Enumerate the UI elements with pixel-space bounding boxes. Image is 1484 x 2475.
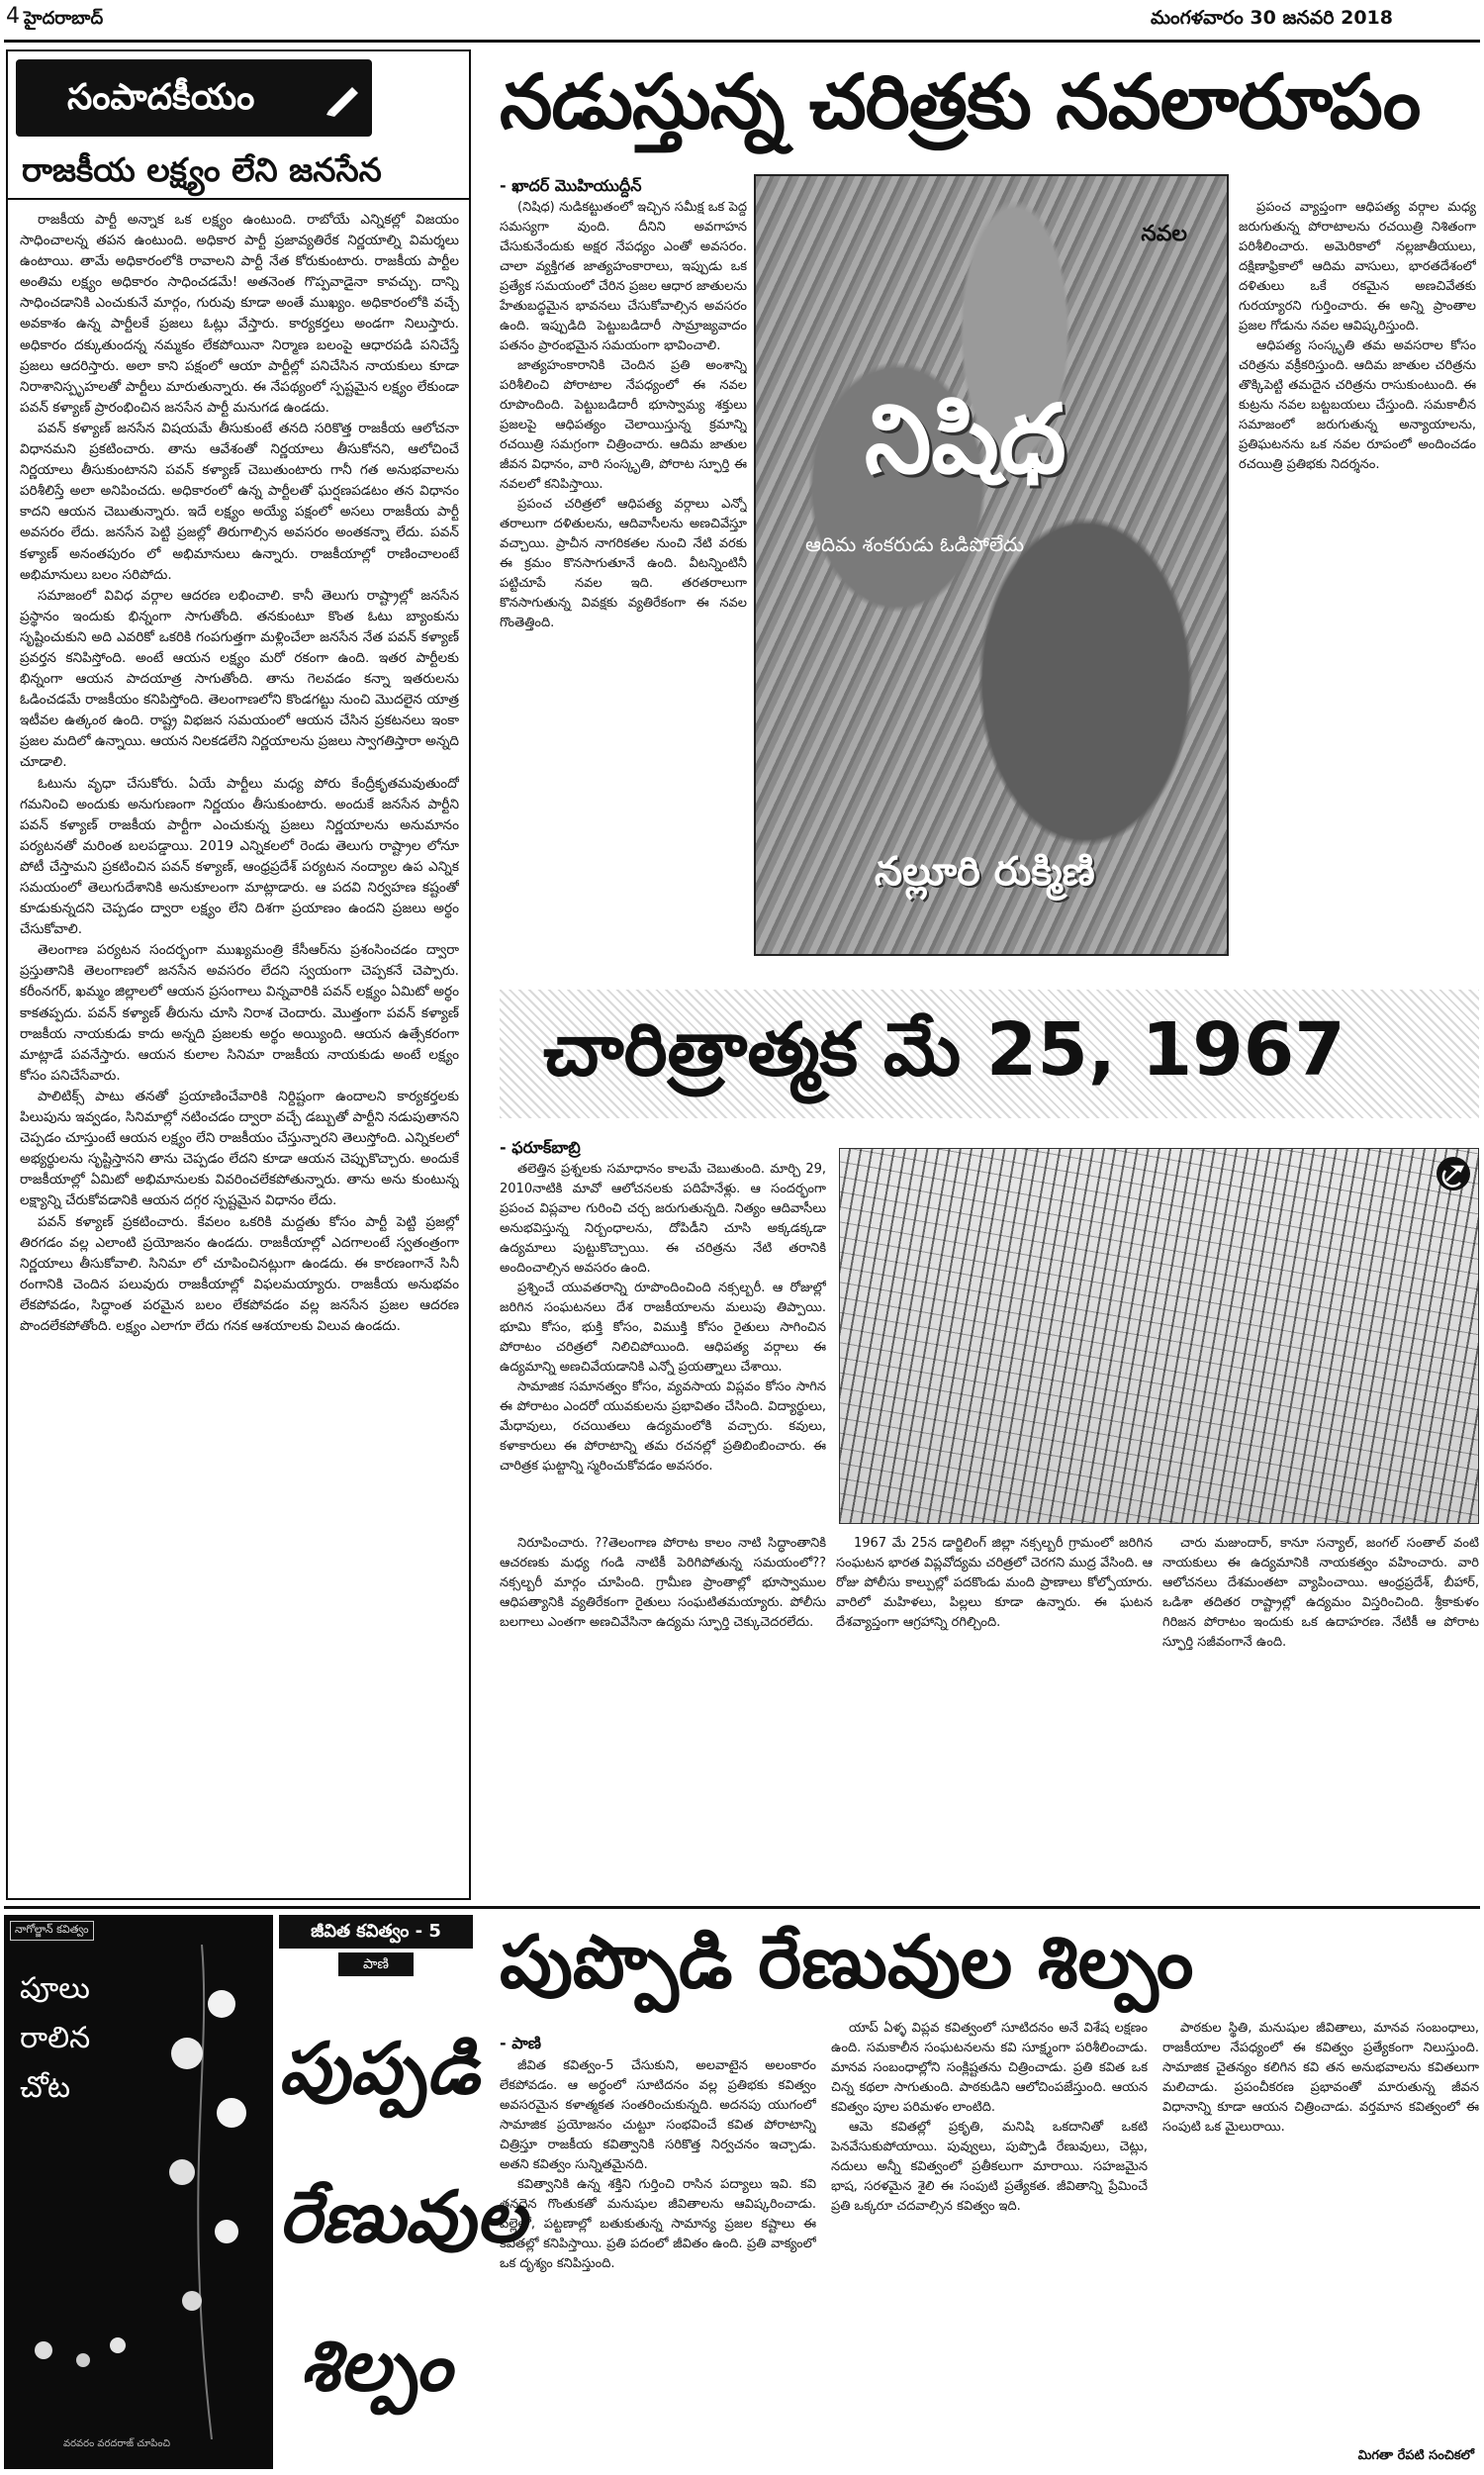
article2-paragraph: 1967 మే 25న డార్జిలింగ్ జిల్లా నక్సల్బరీ గ్రామంలో జరిగిన సంఘటన భారత విప్లవోద్యమ చరిత్రలో చెరగని ముద్ర వేసింది. ఆ రోజు పోలీసు కాల్పుల్లో పదకొండు మంది ప్రాణాలు కోల్పోయారు. వారిలో మహిళలు, పిల్లలు కూడా ఉన్నారు. ఈ ఘటన దేశవ్యాప్తంగా ఆగ్రహాన్ని రగిల్చింది. (836, 1536, 1153, 1630)
article1-body-left (500, 198, 747, 970)
article3-paragraph: కవిత్వానికి ఉన్న శక్తిని గుర్తించి రాసిన పద్యాలు ఇవి. కవి తనదైన గొంతుకతో మనుషుల జీవితాలను ఆవిష్కరించాడు. పల్లెల్లో, పట్టణాల్లో బతుకుతున్న సామాన్య ప్రజల కష్టాలు ఈ కవితల్లో కనిపిస్తాయి. ప్రతి పదంలో జీవితం ఉంది. ప్రతి వాక్యంలో ఒక దృశ్యం కనిపిస్తుంది. (500, 2177, 816, 2271)
article2-body-c3 (1162, 1534, 1479, 1880)
poetry-book-cover (4, 1915, 273, 2469)
editorial-paragraph: పాలిటిక్స్ పాటు తనతో ప్రయాణించేవారికి నిర్దిష్టంగా ఉందాలని కార్యకర్తలకు పిలుపును ఇవ్వడం, సినిమాల్లో నటించడం ద్వారా వచ్చే డబ్బుతో పార్టీని నడుపుతానని చెప్పడం చూస్తుంటే ఆయన లక్ష్యం లేని రాజకీయం చేస్తున్నారని తెలుస్తోంది. ఎన్నికలలో అభ్యర్థులను సృష్టిస్తానని తాను చెప్పడం లేదని కూడా ఆయన చెప్పుకొచ్చారు. అందుకే రాజకీయాల్లో ఏమిటో అభిమానులకు వివరించలేకపోతున్నారు. తాను అను కుంటున్న లక్ష్యాన్ని చేరుకోవడానికి ఆయన దగ్గర స్పష్టమైన విధానం లేదు. (20, 1088, 459, 1209)
editorial-label: సంపాదకీయం (67, 77, 255, 118)
editorial-paragraph: పవన్ కళ్యాణ్ ప్రకటించారు. కేవలం ఒకరికి మద్దతు కోసం పార్టీ పెట్టి ప్రజల్లో తిరగడం వల్ల ఎలాంటి ప్రయోజనం ఉండదు. రాజకీయాల్లో ఎదగాలంటే స్వతంత్రంగా నిర్ణయాలు తీసుకోవాలి. సినిమా లో చూపించినట్లుగా ఉండదు. ఈ కారణంగానే సినీ రంగానికి చెందిన పలువురు రాజకీయాల్లో విఫలమయ్యారు. రాజకీయ అనుభవం లేకపోవడం, సిద్ధాంత పరమైన బలం లేకపోవడం వల్ల జనసేన ప్రజల ఆదరణ పొందలేకపోతోంది. లక్ష్యం ఎలాగూ లేదు గనక ఆశయాలకు విలువ ఉండదు. (20, 1213, 459, 1334)
editorial-paragraph: తెలంగాణ పర్యటన సందర్భంగా ముఖ్యమంత్రి కేసీఆర్‌ను ప్రశంసించడం ద్వారా ప్రస్తుతానికి తెలంగాణలో జనసేన అవసరం లేదని స్వయంగా చెప్పకనే చెప్పారు. కరీంనగర్, ఖమ్మం జిల్లాలలో ఆయన ప్రసంగాలు విన్నవారికి పవన్ లక్ష్యం ఏమిటో అర్థం కాకతప్పదు. పవన్ కళ్యాణ్ తీరును చూసి నిరాశ చెందారు. మొత్తంగా పవన్ కళ్యాణ్ రాజకీయ నాయకుడు కాదు అన్నది ప్రజలకు అర్థం అయ్యింది. ఆయన ఉత్సేకరంగా మాట్లాడే పవనేస్తారు. ఆయన కులాల సినిమా రాజకీయ నాయకుడు అంటే లక్ష్యం కోసం పనిచేసేవారు. (20, 942, 459, 1084)
article2-paragraph: నిరూపించారు. ??తెలంగాణ పోరాట కాలం నాటి సిద్ధాంతానికి ఆచరణకు మధ్య గండి నాటికీ పెరిగిపోతున్న సమయంలో?? నక్సల్బరీ మార్గం చూపింది. గ్రామీణ ప్రాంతాల్లో భూస్వాముల ఆధిపత్యానికి వ్యతిరేకంగా రైతులు సంఘటితమయ్యారు. పోలీసు బలగాలు ఎంతగా అణచివేసినా ఉద్యమ స్ఫూర్తి చెక్కుచెదరలేదు. (500, 1536, 826, 1630)
series-label: జీవిత కవిత్వం - 5 (279, 1915, 473, 1949)
article3-paragraph: యాప్ ఏళ్ళ విప్లవ కవిత్వంలో సూటిదనం అనే విశేష లక్షణం ఉంది. సమకాలీన సంఘటనలను కవి సూక్ష్మంగా పరిశీలించాడు. మానవ సంబంధాల్లోని సంక్లిష్టతను చిత్రించాడు. ప్రతి కవిత ఒక చిన్న కథలా సాగుతుంది. పాఠకుడిని ఆలోచింపజేస్తుంది. ఆయన కవిత్వం పూల పరిమళం లాంటిది. (831, 2021, 1148, 2115)
editorial-body (20, 210, 459, 1892)
series-author: పాణి (338, 1952, 414, 1976)
article3-body-c1 (500, 2056, 816, 2452)
continued-note: మిగతా రేపటి సంచికలో (1357, 2448, 1474, 2463)
book-cover-title: నిషిధ (865, 384, 1067, 495)
article2-headline-band (500, 990, 1479, 1118)
book-cover-subtitle: ఆదిమ శంకరుడు ఓడిపోలేదు (805, 532, 1025, 556)
editorial-box (6, 49, 471, 1900)
poetry-book-title: పూలు రాలిన చోట (20, 1971, 91, 2105)
article3-body-c2 (831, 2019, 1148, 2454)
article3-paragraph: ఆమె కవితల్లో ప్రకృతి, మనిషి ఒకదానితో ఒకటి పెనవేసుకుపోయాయి. పువ్వులు, పుప్పొడి రేణువులు, చెట్లు, నదులు అన్నీ కవిత్వంలో ప్రతీకలుగా మారాయి. సహజమైన భాష, సరళమైన శైలి ఈ సంపుటి ప్రత్యేకత. జీవితాన్ని ప్రేమించే ప్రతి ఒక్కరూ చదవాల్సిన కవిత్వం ఇది. (831, 2120, 1148, 2214)
editorial-paragraph: సమాజంలో వివిధ వర్గాల ఆదరణ లభించాలి. కానీ తెలుగు రాష్ట్రాల్లో జనసేన ప్రస్థానం ఇందుకు భిన్నంగా సాగుతోంది. తనకుంటూ కొంత ఓటు బ్యాంకును సృష్టించుకుని అది ఎవరికో ఒకరికి గంపగుత్తగా మళ్లించేలా జనసేన నేత పవన్ కళ్యాణ్ ప్రవర్తన కనిపిస్తోంది. అంటే ఆయన లక్ష్యం మరో రకంగా ఉంది. ఇతర పార్టీలకు భిన్నంగా ఆయన పాదయాత్ర సాగుతోంది. తాను గెలవడం కన్నా ఇతరులను ఓడించడమే రాజకీయం కనిపిస్తోంది. తెలంగాణలోని కొండగట్టు నుంచి మొదలైన యాత్ర ఇటీవల ఉత్కంఠ ఉంది. రాష్ట్ర విభజన సమయంలో ఆయన చేసిన ప్రకటనలు ఇంకా ప్రజల మదిలో ఉన్నాయి. ఆయన నిలకడలేని నిర్ణయాలను ప్రజలు స్వాగతిస్తారా అన్నది చూడాలి. (20, 587, 459, 771)
article2-paragraph: ప్రశ్నించే యువతరాన్ని రూపొందించింది నక్సల్బరీ. ఆ రోజుల్లో జరిగిన సంఘటనలు దేశ రాజకీయాలను మలుపు తిప్పాయి. భూమి కోసం, భుక్తి కోసం, విముక్తి కోసం రైతులు సాగించిన పోరాటం చరిత్రలో నిలిచిపోయింది. ఆధిపత్య వర్గాలు ఈ ఉద్యమాన్ని అణచివేయడానికి ఎన్నో ప్రయత్నాలు చేశాయి. (500, 1281, 826, 1375)
article2-headline: చారిత్రాత్మక మే 25, 1967 (543, 1007, 1345, 1093)
article2-byline: - ఫరూక్‌బాబ్రి (500, 1138, 581, 1157)
poetry-book-poet: వరవరం వరదరాజ్ చూపించి (63, 2438, 171, 2449)
article1-paragraph: (నిషిధ) నుడికట్టుతంలో ఇచ్చిన సమీక్ష ఒక పెద్ద సమస్యగా వుంది. దీనిని అవగాహన చేసుకునేందుకు అక్షర నేపధ్యం ఎంతో అవసరం. చాలా వ్యక్తిగత జాత్యహంకారాలు, ఇప్పుడు ఒక ప్రత్యేక సమయంలో చేరిన ప్రజల ఆధార జాతులను హేతుబద్ధమైన భావనలు చేసుకోవాల్సిన అవసరం ఉంది. ఇప్పుడిది పెట్టుబడిదారీ సామ్రాజ్యవాదం పతనం ప్రారంభమైన సమయంగా భావించాలి. (500, 200, 747, 353)
article1-paragraph: ప్రపంచ వ్యాప్తంగా ఆధిపత్య వర్గాల మధ్య జరుగుతున్న పోరాటాలను రచయిత్రి నిశితంగా పరిశీలించారు. అమెరికాలో నల్లజాతీయులు, దక్షిణాఫ్రికాలో ఆదిమ వాసులు, భారతదేశంలో దళితులు ఒకే రకమైన అణచివేతకు గురయ్యారని గుర్తించారు. ఈ అన్ని ప్రాంతాల ప్రజల గోడును నవల ఆవిష్కరిస్తుంది. (1239, 200, 1476, 333)
article3-paragraph: జీవిత కవిత్వం-5 చేసుకుని, అలవాటైన అలంకారం లేకపోవడం. ఆ అర్థంలో సూటిదనం వల్ల ప్రతిభకు కవిత్వం అవసరమైన కళాత్మకత సంతరించుకున్నది. అదనపు యుగంలో సామాజిక ప్రయోజనం చుట్టూ సంభవించే కవిత పోరాటాన్ని చిత్రిస్తూ రాజకీయ కవిత్వానికి సరికొత్త నిర్వచనం ఇచ్చాడు. అతని కవిత్వం సున్నితమైనది. (500, 2058, 816, 2172)
article1-body-right (1239, 198, 1476, 970)
article2-body-c2 (836, 1534, 1153, 1880)
article2-paragraph: చారు మజుందార్, కానూ సన్యాల్, జంగల్ సంతాల్ వంటి నాయకులు ఈ ఉద్యమానికి నాయకత్వం వహించారు. వారి ఆలోచనలు దేశమంతటా వ్యాపించాయి. ఆంధ్రప్రదేశ్, బీహార్, ఒడిశా తదితర రాష్ట్రాల్లో ఉద్యమం విస్తరించింది. శ్రీకాకుళం గిరిజన పోరాటం ఇందుకు ఒక ఉదాహరణ. నేటికీ ఆ పోరాట స్ఫూర్తి సజీవంగానే ఉంది. (1162, 1536, 1479, 1650)
article2-paragraph: సామాజిక సమానత్వం కోసం, వ్యవసాయ విప్లవం కోసం సాగిన ఈ పోరాటం ఎందరో యువకులను ప్రభావితం చేసింది. విద్యార్థులు, మేధావులు, రచయితలు ఉద్యమంలోకి వచ్చారు. కవులు, కళాకారులు ఈ పోరాటాన్ని తమ రచనల్లో ప్రతిబింబించారు. ఈ చారిత్రక ఘట్టాన్ని స్మరించుకోవడం అవసరం. (500, 1380, 826, 1474)
article1-paragraph: ఆధిపత్య సంస్కృతి తమ అవసరాల కోసం చరిత్రను వక్రీకరిస్తుంది. ఆదిమ జాతుల చరిత్రను తొక్కిపెట్టి తమదైన చరిత్రను రాసుకుంటుంది. ఈ కుట్రను నవల బట్టబయలు చేస్తుంది. సమకాలీన సమాజంలో జరుగుతున్న అన్యాయాలను, ప్రతిఘటనను ఒక నవల రూపంలో అందించడం రచయిత్రి ప్రతిభకు నిదర్శనం. (1239, 338, 1476, 472)
article2-paragraph: తలెత్తిన ప్రశ్నలకు సమాధానం కాలమే చెబుతుంది. మార్చి 29, 2010నాటికి మావో ఆలోచనలకు పదిహేనేళ్లు. ఆ సందర్భంగా ప్రపంచ విప్లవాల గురించి చర్చ జరుగుతున్నది. నిత్యం ఆదివాసీలు అనుభవిస్తున్న నిర్బంధాలను, దోపిడీని చూసి అక్కడక్కడా ఉద్యమాలు పుట్టుకొచ్చాయి. ఈ చరిత్రను నేటి తరానికి అందించాల్సిన అవసరం ఉంది. (500, 1162, 826, 1276)
book-cover-tag: నవల (1141, 222, 1187, 246)
article2-illustration (839, 1148, 1479, 1524)
editorial-paragraph: రాజకీయ పార్టీ అన్నాక ఒక లక్ష్యం ఉంటుంది. రాబోయే ఎన్నికల్లో విజయం సాధించాలన్న తపన ఉంటుంది. అధికార పార్టీ ప్రజావ్యతిరేక నిర్ణయాల్ని విమర్శలు ఉంటాయి. తామే అధికారంలోకి రావాలని పార్టీ నేత కోరుకుంటారు. రాజకీయ పార్టీల అంతిమ లక్ష్యం అధికారం సాధించడమే! అతనెంత గొప్పవాడైనా కావచ్చు. దాన్ని సాధించడానికి ఎంచుకునే మార్గం, గురువు కూడా అంతే ముఖ్యం. అధికారంలోకి వచ్చే అవకాశం ఉన్న పార్టీలకే ప్రజలు ఓట్లు వేస్తారు. కార్యకర్తలు అండగా నిలుస్తారు. అధికారం దక్కుతుందన్న నమ్మకం లేకపోయినా నిర్మాణ బలంపై ఆధారపడి పనిచేస్తే ప్రజలు ఆదరిస్తారు. అలా కాని పక్షంలో ఆయా పార్టీల్లో పనిచేసిన నాయకులు కూడా నిరాశానిస్పృహలతో పార్టీలు మారుతున్నారు. ఈ నేపథ్యంలో స్పష్టమైన లక్ష్యం లేకుండా పవన్ కళ్యాణ్ ప్రారంభించిన జనసేన పార్టీ మనుగడ ఉండదు. (20, 212, 459, 416)
flower-branch-illustration (142, 1945, 271, 2439)
hammer-sickle-icon (1437, 1157, 1470, 1190)
editorial-paragraph: పవన్ కళ్యాణ్ జనసేన విషయమే తీసుకుంటే తనది సరికొత్త రాజకీయ ఆలోచనా విధానమని ప్రకటించారు. తాను ఆవేశంతో నిర్ణయాలు తీసుకోనని, ఆలోచించే నిర్ణయాలు తీసుకుంటానని పవన్ కళ్యాణ్ చెబుతుంటారు గానీ గత అనుభవాలను పరిశీలిస్తే అలా అనిపించదు. అధికారంలో ఉన్న పార్టీలతో ఘర్షణపడటం తన విధానం కాదని ఆయన చెబుతున్నారు. ఇదే లక్ష్యం అయ్యే పక్షంలో అసలు రాజకీయ పార్టీ అవసరం లేదు. జనసేన పెట్టి ప్రజల్లో తిరుగాల్సిన అవసరం అంతకన్నా లేదు. పవన్ కళ్యాణ్ అనంతపురం లో అభిమానులు ఉన్నారు. రాజకీయాల్లో రాణించాలంటే అభిమానులు బలం సరిపోదు. (20, 420, 459, 583)
article3-body-c3 (1162, 2019, 1479, 2444)
editorial-title-rule (8, 198, 469, 200)
series-big-title: పుప్పడి రేణువుల శిల్పం (279, 2027, 526, 2407)
article3-paragraph: పాఠకుల స్థితి, మనుషుల జీవితాలు, మానవ సంబంధాలు, రాజకీయాల నేపధ్యంలో ఈ కవిత్వం ప్రత్యేకంగా నిలుస్తుంది. సామాజిక చైతన్యం కలిగిన కవి తన అనుభవాలను కవితలుగా మలిచాడు. ప్రపంచీకరణ ప్రభావంతో మారుతున్న జీవన విధానాన్ని కూడా ఆయన చిత్రించాడు. వర్తమాన కవిత్వంలో ఈ సంపుటి ఒక మైలురాయి. (1162, 2021, 1479, 2135)
article3-byline: - పాణి (500, 2034, 541, 2052)
fallen-petals-illustration (24, 2321, 142, 2380)
article1-paragraph: ప్రపంచ చరిత్రలో ఆధిపత్య వర్గాలు ఎన్నో తరాలుగా దళితులను, ఆదివాసీలను అణచివేస్తూ వచ్చాయి. ప్రాచీన నాగరికతల నుంచి నేటి వరకు ఈ క్రమం కొనసాగుతూనే ఉంది. వీటన్నింటినీ పట్టిచూపే నవల ఇది. తరతరాలుగా కొనసాగుతున్న వివక్షకు వ్యతిరేకంగా ఈ నవల గొంతెత్తింది. (500, 497, 747, 630)
article2-body-left (500, 1160, 826, 1516)
poetry-book-publisher: నాగోల్జాన్ కవిత్వం (10, 1921, 94, 1941)
editorial-title: రాజకీయ లక్ష్యం లేని జనసేన (22, 150, 382, 189)
page-number: 4 (6, 4, 20, 29)
section-rule (4, 1906, 1480, 1909)
article1-paragraph: జాత్యహంకారానికి చెందిన ప్రతి అంశాన్ని పరిశీలించి పోరాటాల నేపధ్యంలో ఈ నవల రూపొందింది. పెట్టుబడిదారీ భూస్వామ్య శక్తులు ప్రజలపై ఆధిపత్యం చెలాయిస్తున్న క్రమాన్ని రచయిత్రి సమగ్రంగా చిత్రించారు. ఆదిమ జాతుల జీవన విధానం, వారి సంస్కృతి, పోరాట స్ఫూర్తి ఈ నవలలో కనిపిస్తాయి. (500, 358, 747, 492)
editorial-paragraph: ఓటును వృధా చేసుకోరు. ఏయే పార్టీలు మధ్య పోరు కేంద్రీకృతమవుతుందో గమనించి అందుకు అనుగుణంగా నిర్ణయం తీసుకుంటారు. అందుకే జనసేన పార్టీని పవన్ కళ్యాణ్ రాజకీయ పార్టీగా ఎంచుకున్న ప్రజలు నిర్ణయాలను అనుమానం పర్యటనతో మరింత బలపడ్డాయి. 2019 ఎన్నికలలో రెండు తెలుగు రాష్ట్రాల లోనూ పోటీ చేస్తామని ప్రకటించిన పవన్ కళ్యాణ్, ఆంధ్రప్రదేశ్ పర్యటన నంద్యాల ఉప ఎన్నిక సమయంలో తెలుగుదేశానికి అనుకూలంగా మాట్లాడారు. ఆ పదవి నిర్వహణ కష్టంతో కూడుకున్నదని చెప్పడం ద్వారా లక్ష్యం లేని దిశగా ప్రయాణం ఉందని ప్రజలు అర్థం చేసుకోవాలి. (20, 775, 459, 938)
page-city: హైదరాబాద్ (24, 8, 104, 29)
article1-byline: - ఖాదర్ మొహియుద్దీన్ (500, 176, 642, 195)
pen-icon (325, 81, 364, 117)
editorial-label-banner (16, 59, 372, 137)
page-date: మంగళవారం 30 జనవరి 2018 (1150, 7, 1393, 29)
series-box (279, 1915, 526, 2469)
header-rule (4, 40, 1480, 43)
book-cover-nishidha (754, 174, 1229, 956)
book-cover-author: నల్లూరి రుక్మిణి (875, 849, 1095, 895)
article3-headline: పుప్పొడి రేణువుల శిల్పం (500, 1920, 1194, 2005)
article2-body-c1 (500, 1534, 826, 1880)
article1-headline: నడుస్తున్న చరిత్రకు నవలారూపం (500, 57, 1421, 145)
